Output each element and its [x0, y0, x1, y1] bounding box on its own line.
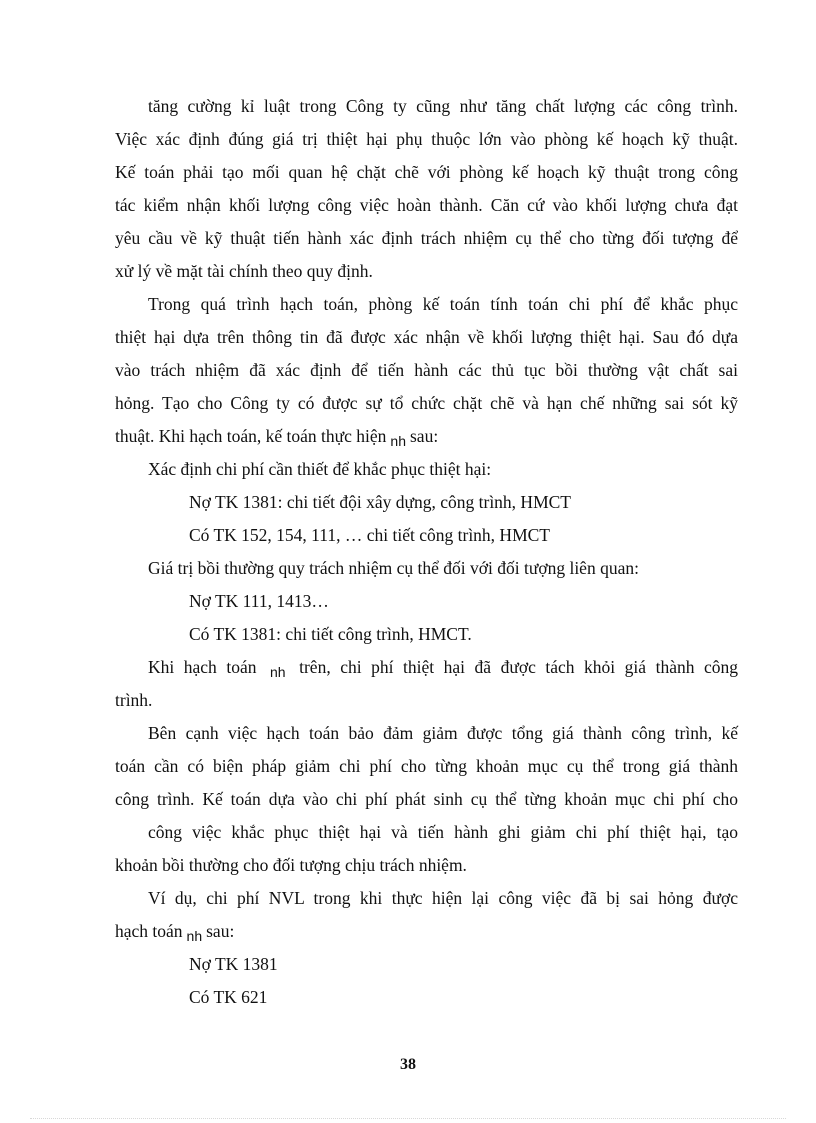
paragraph-4-line-1: Bên cạnh việc hạch toán bảo đảm giảm được tổng giá thành công trình, kế — [148, 723, 738, 743]
entry-2-debit: Nợ TK 111, 1413… — [189, 591, 329, 611]
entry-3-debit: Nợ TK 1381 — [189, 954, 278, 974]
nh-fragment: nh — [186, 928, 203, 944]
paragraph-5-line-2 — [115, 920, 234, 943]
paragraph-3-line-1-text-b: trên, chi phí thiệt hại đã được tách khỏi giá thành công — [299, 657, 738, 677]
paragraph-5-line-1: Ví dụ, chi phí NVL trong khi thực hiện lại công việc đã bị sai hỏng được — [148, 888, 738, 908]
entry-2-credit: Có TK 1381: chi tiết công trình, HMCT. — [189, 624, 472, 644]
paragraph-3-line-1 — [148, 656, 738, 679]
entry-1-credit: Có TK 152, 154, 111, … chi tiết công trình, HMCT — [189, 525, 550, 545]
paragraph-2-line-3: vào trách nhiệm đã xác định để tiến hành các thủ tục bồi thường vật chất sai — [115, 360, 738, 380]
paragraph-3-line-2: trình. — [115, 690, 153, 710]
nh-fragment: nh — [270, 664, 286, 680]
paragraph-2-line-4: hỏng. Tạo cho Công ty có được sự tổ chức chặt chẽ và hạn chế những sai sót kỹ — [115, 393, 738, 413]
paragraph-2-line-2: thiệt hại dựa trên thông tin đã được xác nhận về khối lượng thiệt hại. Sau đó dựa — [115, 327, 738, 347]
paragraph-2-line-1: Trong quá trình hạch toán, phòng kế toán tính toán chi phí để khắc phục — [148, 294, 738, 314]
paragraph-1-line-2: Việc xác định đúng giá trị thiệt hại phụ thuộc lớn vào phòng kế hoạch kỹ thuật. — [115, 129, 738, 149]
paragraph-4-line-4: công việc khắc phục thiệt hại và tiến hành ghi giảm chi phí thiệt hại, tạo — [148, 822, 738, 842]
entry-3-credit: Có TK 621 — [189, 987, 268, 1007]
paragraph-3-line-1-text-a: Khi hạch toán — [148, 657, 257, 677]
page-number: 38 — [400, 1056, 416, 1073]
paragraph-1-line-6: xử lý về mặt tài chính theo quy định. — [115, 261, 373, 281]
paragraph-1-line-4: tác kiểm nhận khối lượng công việc hoàn thành. Căn cứ vào khối lượng chưa đạt — [115, 195, 738, 215]
paragraph-4-line-2: toán cần có biện pháp giảm chi phí cho từng khoản mục cụ thể trong giá thành — [115, 756, 738, 776]
paragraph-1-line-5: yêu cầu về kỹ thuật tiến hành xác định trách nhiệm cụ thể cho từng đối tượng để — [115, 228, 738, 248]
entry-1-heading: Xác định chi phí cần thiết để khắc phục thiệt hại: — [148, 459, 492, 479]
paragraph-4-line-5: khoản bồi thường cho đối tượng chịu trách nhiệm. — [115, 855, 467, 875]
entry-2-heading: Giá trị bồi thường quy trách nhiệm cụ thể đối với đối tượng liên quan: — [148, 558, 639, 578]
page-bottom-divider — [30, 1118, 786, 1119]
paragraph-2-line-5 — [115, 425, 438, 448]
paragraph-5-line-2-text-b: sau: — [206, 921, 235, 941]
paragraph-1-line-1: tăng cường kỉ luật trong Công ty cũng như tăng chất lượng các công trình. — [148, 96, 738, 116]
entry-1-debit: Nợ TK 1381: chi tiết đội xây dựng, công trình, HMCT — [189, 492, 571, 512]
nh-fragment: nh — [390, 433, 406, 449]
paragraph-5-line-2-text-a: hạch toán — [115, 921, 183, 941]
paragraph-4-line-3: công trình. Kế toán dựa vào chi phí phát sinh cụ thể từng khoản mục chi phí cho — [115, 789, 738, 809]
paragraph-2-line-5-text-a: thuật. Khi hạch toán, kế toán thực hiện — [115, 426, 387, 446]
paragraph-1-line-3: Kế toán phải tạo mối quan hệ chặt chẽ với phòng kế hoạch kỹ thuật trong công — [115, 162, 738, 182]
paragraph-2-line-5-text-b: sau: — [410, 426, 439, 446]
